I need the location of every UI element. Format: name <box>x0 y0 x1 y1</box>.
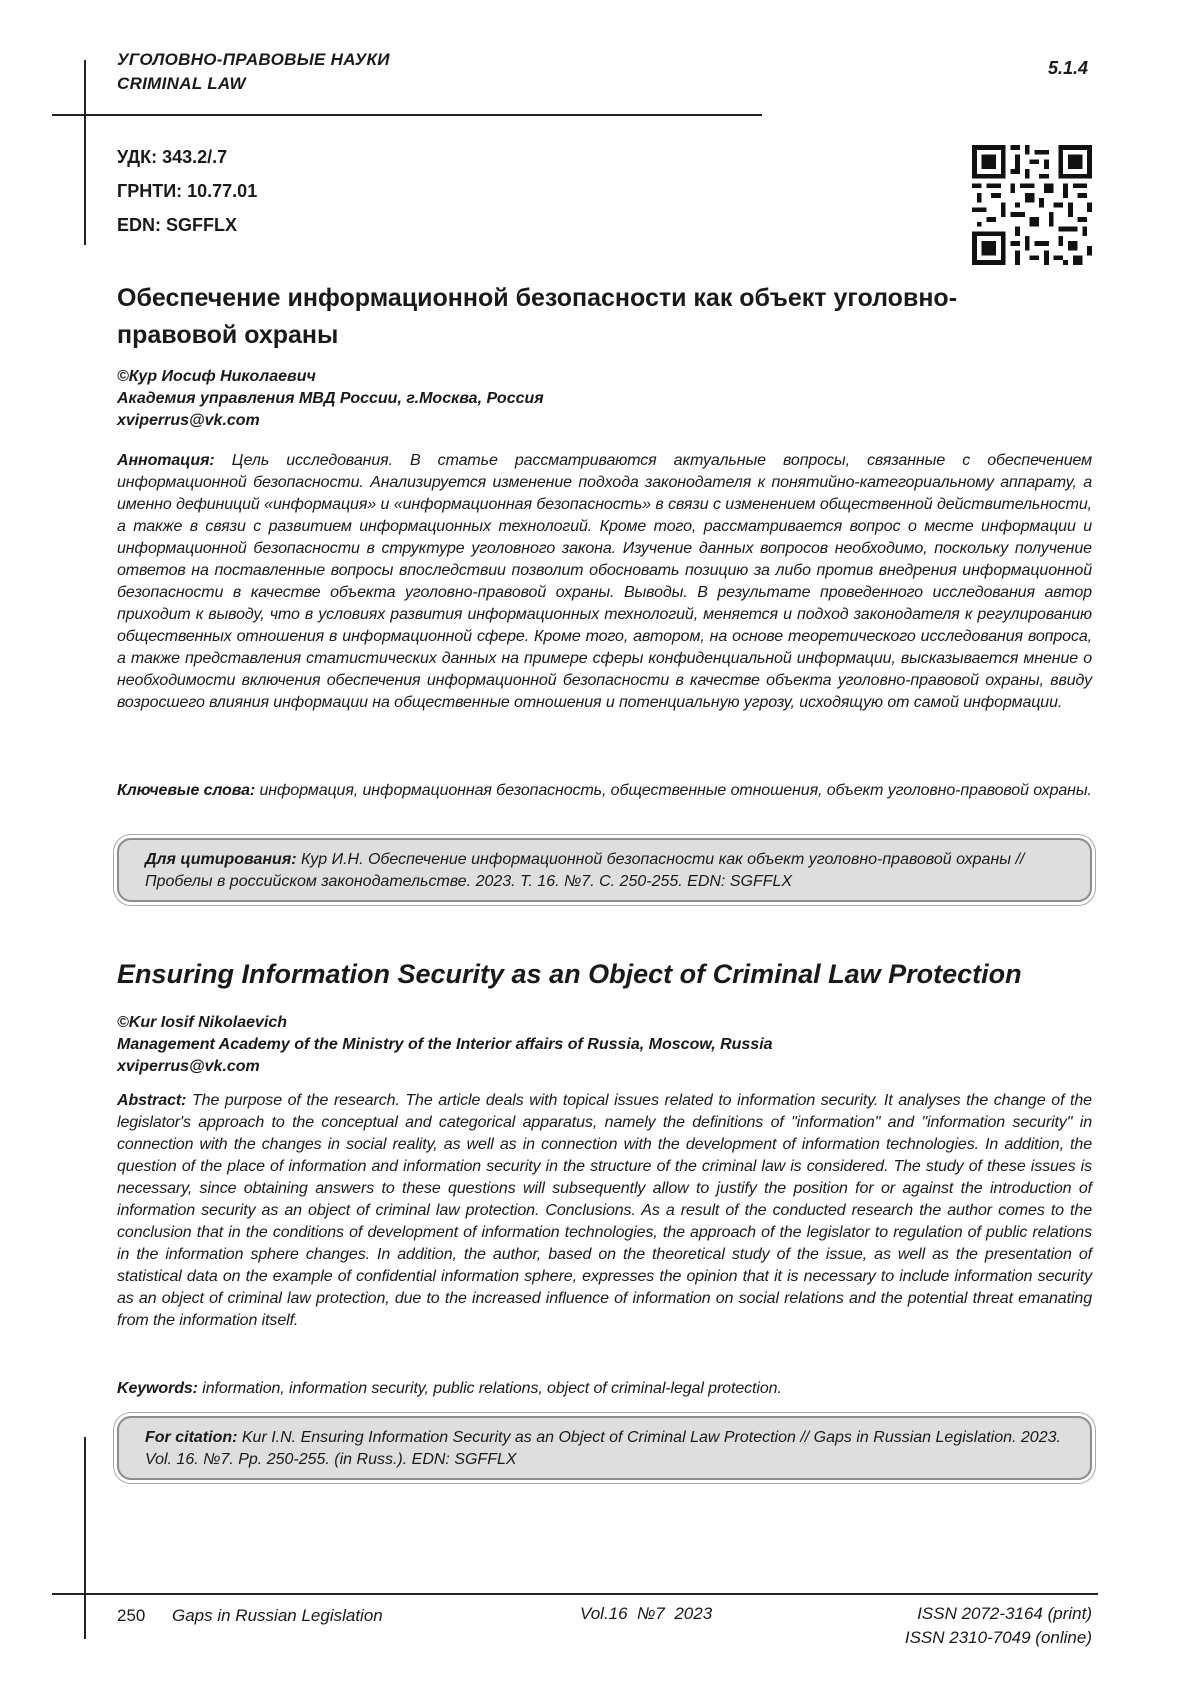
author-name-en: ©Kur Iosif Nikolaevich <box>117 1012 1017 1034</box>
citation-text-en: Kur I.N. Ensuring Information Security as an Object of Criminal Law Protection // Gaps in Russian Legislation. 2023. Vol. 16. №7. Pp. 250-255. (in Russ.). EDN: SGFFLX <box>145 1429 1061 1468</box>
keywords-ru <box>117 780 1092 802</box>
section-header <box>117 48 390 96</box>
section-title-ru: УГОЛОВНО-ПРАВОВЫЕ НАУКИ <box>117 48 390 72</box>
page-number: 250 <box>117 1604 145 1628</box>
abstract-en <box>117 1090 1092 1332</box>
header-rule <box>52 114 762 116</box>
keywords-label-ru: Ключевые слова: <box>117 782 255 799</box>
author-email-ru[interactable]: xviperrus@vk.com <box>117 410 1017 432</box>
abstract-ru <box>117 450 1092 714</box>
citation-label-en: For citation: <box>145 1429 237 1446</box>
citation-box-ru <box>117 838 1092 902</box>
author-name-ru: ©Кур Иосиф Николаевич <box>117 366 1017 388</box>
issn-online: ISSN 2310-7049 (online) <box>905 1626 1092 1650</box>
edn: EDN: SGFFLX <box>117 208 257 242</box>
article-title-en: Ensuring Information Security as an Object of Criminal Law Protection <box>117 956 1097 992</box>
article-title-ru: Обеспечение информационной безопасности как объект уголовно-правовой охраны <box>117 280 957 354</box>
grnti: ГРНТИ: 10.77.01 <box>117 174 257 208</box>
keywords-text-en: information, information security, public relations, object of criminal-legal protection. <box>198 1380 782 1397</box>
author-block-ru <box>117 366 1017 432</box>
identifiers <box>117 140 257 242</box>
affiliation-en: Management Academy of the Ministry of the Interior affairs of Russia, Moscow, Russia <box>117 1034 1017 1056</box>
citation-label-ru: Для цитирования: <box>145 851 297 868</box>
author-block-en <box>117 1012 1017 1078</box>
journal-name: Gaps in Russian Legislation <box>172 1604 383 1628</box>
section-title-en: CRIMINAL LAW <box>117 72 390 96</box>
section-code: 5.1.4 <box>1048 58 1088 79</box>
citation-box-en <box>117 1416 1092 1480</box>
keywords-text-ru: информация, информационная безопасность, общественные отношения, объект уголовно-правовой охраны. <box>255 782 1092 799</box>
abstract-label-ru: Аннотация: <box>117 452 215 469</box>
issn-print: ISSN 2072-3164 (print) <box>905 1602 1092 1626</box>
abstract-label-en: Abstract: <box>117 1092 186 1109</box>
qr-code-icon <box>972 145 1092 265</box>
udk: УДК: 343.2/.7 <box>117 140 257 174</box>
issue-info: Vol.16 №7 2023 <box>580 1602 712 1626</box>
abstract-text-en: The purpose of the research. The article deals with topical issues related to information security. It analyses the change of the legislator's approach to the conceptual and categorical apparatus, namely the definitions of "information" and "information security" in connection with the changes in social reality, as well as in connection with the development of information technologies. In addition, the question of the place of information and information security in the structure of the criminal law is considered. The study of these issues is necessary, since obtaining answers to these questions will subsequently allow to justify the position for or against the introduction of information security as an object of criminal law protection. Conclusions. As a result of the conducted research the author comes to the conclusion that in the conditions of development of information technologies, the approach of the legislator to regulation of public relations in the information sphere changes. In addition, the author, based on the theoretical study of the issue, as well as the presentation of statistical data on the example of confidential information sphere, expresses the opinion that it is necessary to include information security as an object of criminal law protection, due to the increased influence of information on social relations and the potential threat emanating from the information itself. <box>117 1092 1092 1329</box>
affiliation-ru: Академия управления МВД России, г.Москва, Россия <box>117 388 1017 410</box>
footer-rule <box>52 1593 1098 1595</box>
keywords-label-en: Keywords: <box>117 1380 198 1397</box>
author-email-en[interactable]: xviperrus@vk.com <box>117 1056 1017 1078</box>
citation-text-ru: Кур И.Н. Обеспечение информационной безопасности как объект уголовно-правовой охраны // Пробелы в российском законодательстве. 2023. Т. 16. №7. С. 250-255. EDN: SGFFLX <box>145 851 1024 890</box>
keywords-en <box>117 1378 1092 1400</box>
left-rule-bottom <box>84 1437 86 1639</box>
abstract-text-ru: Цель исследования. В статье рассматриваются актуальные вопросы, связанные с обеспечением информационной безопасности. Анализируется изменение подхода законодателя к понятийно-категориальному аппарату, а именно дефиниций «информация» и «информационная безопасность» в связи с изменением общественной действительности, а также в связи с развитием информационных технологий. Кроме того, рассматривается вопрос о месте информации и информационной безопасности в структуре уголовного закона. Изучение данных вопросов необходимо, поскольку получение ответов на поставленные вопросы впоследствии позволит обосновать позицию за либо против внедрения информационной безопасности в качестве объекта уголовно-правовой охраны. Выводы. В результате проведенного исследования автор приходит к выводу, что в условиях развития информационных технологий, меняется и подход законодателя к регулированию общественных отношения в информационной сфере. Кроме того, автором, на основе теоретического исследования вопроса, а также представления статистических данных на примере сферы конфиденциальной информации, высказывается мнение о необходимости включения обеспечения информационной безопасности в качестве объекта уголовно-правовой охраны, ввиду возросшего влияния информации на общественные отношения и потенциальную угрозу, исходящую от самой информации. <box>117 452 1092 711</box>
issn-block <box>905 1602 1092 1650</box>
left-rule-top <box>84 60 86 245</box>
